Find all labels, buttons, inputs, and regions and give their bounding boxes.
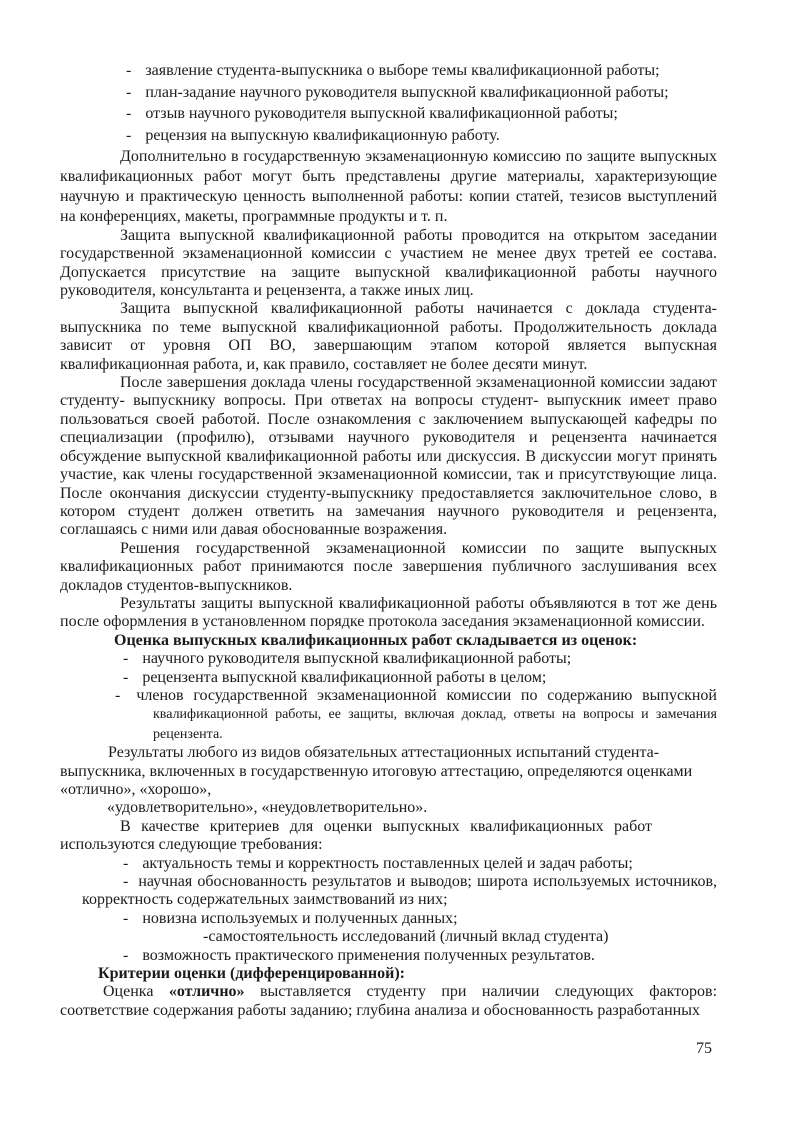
- page-number: 75: [696, 1040, 712, 1057]
- bullet-dash: -: [115, 686, 121, 704]
- list-item-text: новизна используемых и полученных данных;: [142, 909, 458, 927]
- paragraph-additional-materials: Дополнительно в государственную экзаменационную комиссию по защите выпускных квалификационных работ могут быть представлены другие материалы, характеризующие научную и практическую ценность выполненной работы: копии статей, тезисов выступлений на конференциях, макеты, программные продукты и т. п.: [60, 147, 717, 225]
- section-heading-grade-composition: Оценка выпускных квалификационных работ складывается из оценок:: [114, 631, 638, 649]
- paragraph-commission-decisions: Решения государственной экзаменационной комиссии по защите выпускных квалификационных работ принимаются после завершения публичного заслушивания всех докладов студентов-выпускников.: [60, 539, 717, 594]
- bullet-dash: -: [126, 105, 132, 123]
- list-item: [60, 82, 717, 104]
- bullet-dash: -: [126, 83, 132, 101]
- list-item: [60, 650, 717, 668]
- grade-excellent-bold: «отлично»: [168, 983, 245, 1001]
- list-item: [60, 855, 717, 873]
- paragraph-defense-session: Защита выпускной квалификационной работы проводится на открытом заседании государственной экзаменационной комиссии с участием не менее двух третей ее состава. Допускается присутствие на защите выпускной квалификационной работы научного руководителя, консультанта и рецензента, а также иных лиц.: [60, 226, 717, 300]
- bullet-dash: -: [123, 873, 129, 891]
- bullet-dash: -: [123, 854, 129, 872]
- list-item: [60, 125, 717, 147]
- bullet-dash: -: [126, 62, 132, 79]
- list-item-text: рецензия на выпускную квалификационную работу.: [145, 127, 500, 145]
- paragraph-text: Оценка: [103, 983, 154, 1001]
- bullet-dash: -: [123, 946, 129, 964]
- bullet-dash: -: [126, 127, 132, 145]
- paragraph-excellent-grade: [60, 983, 717, 1020]
- list-item: [60, 910, 717, 928]
- list-item-scientific-validity: [60, 873, 717, 910]
- bullet-dash: -: [123, 909, 129, 927]
- bullet-dash: -: [123, 668, 129, 686]
- paragraph-criteria-intro: В качестве критериев для оценки выпускных квалификационных работ используются следующие требования:: [60, 817, 652, 854]
- list-item-text: рецензента выпускной квалификационной работы в целом;: [142, 668, 547, 686]
- list-item-text: возможность практического применения полученных результатов.: [142, 946, 595, 964]
- list-item-text: план-задание научного руководителя выпускной квалификационной работы;: [145, 83, 669, 101]
- line-grades-continued: «удовлетворительно», «неудовлетворительно».: [107, 799, 428, 817]
- list-item: [60, 60, 717, 82]
- list-item-text: членов государственной экзаменационной комиссии по содержанию выпускной: [136, 686, 717, 704]
- list-item-commission-members: [60, 687, 717, 744]
- paragraph-questions-discussion: После завершения доклада члены государственной экзаменационной комиссии задают студенту- выпускнику вопросы. При ответах на вопросы студент- выпускник имеет право пользоваться своей работой. После ознакомления с заключением выпускающей кафедры по специализации (профилю), отзывами научного руководителя и рецензента начинается обсуждение выпускной квалификационной работы или дискуссия. В дискуссии могут принять участие, как члены государственной экзаменационной комиссии, так и присутствующие лица. После окончания дискуссии студенту-выпускнику предоставляется заключительное слово, в котором студент должен ответить на замечания научного руководителя и рецензента, соглашаясь с ними или давая обоснованные возражения.: [60, 374, 717, 539]
- paragraph-text: выставляется студенту при наличии следующих факторов: соответствие содержания работы заданию; глубина анализа и обоснованность разработанных: [60, 983, 718, 1019]
- paragraph-defense-report: Защита выпускной квалификационной работы начинается с доклада студента-выпускника по теме выпускной квалификационной работы. Продолжительность доклада зависит от уровня ОП ВО, завершающим этапом которой является выпускная квалификационная работа, и, как правило, составляет не более десяти минут.: [60, 300, 717, 373]
- list-item-text: актуальность темы и корректность поставленных целей и задач работы;: [142, 854, 633, 872]
- list-item: [60, 103, 717, 125]
- list-item-independence: -самостоятельность исследований (личный вклад студента): [203, 928, 609, 946]
- list-item-text-small: квалификационной работы, ее защиты, включая доклад, ответы на вопросы и замечания рецензента.: [153, 707, 717, 742]
- bullet-dash: -: [123, 650, 129, 668]
- section-heading-grading-criteria: Критерии оценки (дифференцированной):: [98, 965, 405, 983]
- paragraph-results-announcement: Результаты защиты выпускной квалификационной работы объявляются в тот же день после оформления в установленном порядке протокола заседания экзаменационной комиссии.: [60, 594, 717, 631]
- list-item-text: заявление студента-выпускника о выборе темы квалификационной работы;: [145, 62, 660, 79]
- list-item-text: научного руководителя выпускной квалификационной работы;: [142, 650, 572, 668]
- list-item-text: научная обоснованность результатов и выводов; широта используемых источников, корректность содержательных заимствований из них;: [82, 873, 717, 909]
- attached-documents-list: [60, 60, 717, 147]
- list-item: [60, 669, 717, 687]
- paragraph-attestation-results: Результаты любого из видов обязательных аттестационных испытаний студента-выпускника, включенных в государственную итоговую аттестацию, определяются оценками «отлично», «хорошо»,: [60, 744, 693, 798]
- list-item-text: отзыв научного руководителя выпускной квалификационной работы;: [145, 105, 618, 123]
- list-item: [60, 947, 717, 965]
